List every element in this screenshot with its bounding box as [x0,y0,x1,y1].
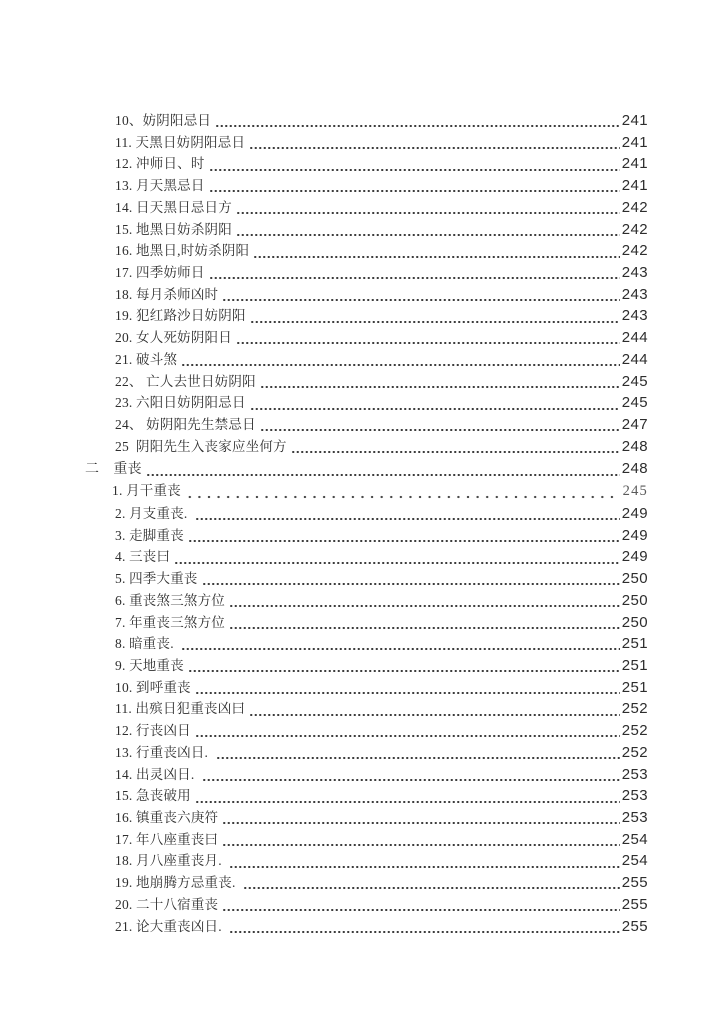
dot-leader [202,568,620,590]
dot-leader [202,764,620,786]
dot-leader [216,742,620,764]
dot-leader [250,392,620,414]
toc-entry[interactable] [85,219,648,241]
toc-entry-label: 19. 地崩腾方忌重丧. [115,875,240,891]
toc-entry-label: 5. 四季大重丧 [115,571,198,587]
dot-leader [195,503,620,525]
dot-leader [250,305,620,327]
toc-entry[interactable] [85,414,648,436]
dot-leader [209,262,620,284]
toc-entry-page: 252 [621,700,648,718]
toc-entry-label: 15. 急丧破用 [115,788,191,804]
toc-entry[interactable] [85,764,648,786]
toc-entry-page: 248 [621,459,648,477]
toc-list [85,110,648,937]
dot-leader [209,153,620,175]
toc-entry-label: 13. 月天黑忌日 [115,178,205,194]
toc-entry[interactable] [85,568,648,590]
toc-entry-label: 17. 四季妨师日 [115,265,205,281]
toc-entry-label: 25 阴阳先生入丧家应坐何方 [115,438,287,454]
toc-entry-page: 255 [621,895,648,913]
toc-entry[interactable] [85,197,648,219]
dot-leader [243,872,620,894]
toc-entry-page: 242 [621,220,648,238]
toc-entry[interactable] [85,829,648,851]
toc-entry-label: 15. 地黑日妨杀阴阳 [115,221,232,237]
dot-leader [195,785,620,807]
toc-entry-page: 249 [621,526,648,544]
toc-entry-page: 249 [621,548,648,566]
toc-entry-page: 250 [621,591,648,609]
dot-leader [181,349,620,371]
toc-entry-page: 243 [621,264,648,282]
toc-entry-page: 253 [621,787,648,805]
dot-leader [249,132,620,154]
toc-entry-label: 18. 月八座重丧月. [115,853,226,869]
toc-entry-label: 10、妨阴阳忌日 [115,113,212,128]
toc-entry[interactable] [85,720,648,742]
toc-entry-label: 14. 出灵凶日. [115,766,198,782]
dot-leader [260,371,620,393]
dot-leader [146,458,620,481]
dot-leader [195,677,620,699]
toc-entry-label: 16. 地黑日,时妨杀阴阳 [115,243,250,259]
toc-entry[interactable] [85,850,648,872]
toc-entry-page: 241 [621,177,648,195]
toc-entry[interactable] [85,132,648,154]
toc-entry-label: 12. 冲师日、时 [115,156,205,172]
toc-entry-label: 20. 女人死妨阴阳日 [115,330,232,346]
dot-leader [195,720,620,742]
toc-entry-label: 9. 天地重丧 [115,657,184,673]
toc-entry-page: 241 [621,112,648,129]
toc-entry-page: 254 [621,830,648,848]
toc-entry-label: 16. 镇重丧六庚符 [115,810,219,825]
toc-entry[interactable] [85,110,648,132]
dot-leader [229,590,620,612]
toc-entry-page: 241 [621,133,648,151]
toc-entry-label: 20. 二十八宿重丧 [115,896,219,912]
toc-entry-page: 255 [621,917,648,935]
toc-entry[interactable] [85,742,648,764]
toc-entry-page: 253 [621,765,648,783]
dot-leader [236,197,620,219]
dot-leader [236,327,620,349]
toc-entry[interactable] [85,525,648,547]
toc-entry-label: 12. 行丧凶日 [115,723,191,739]
toc-entry-label: 11. 出殡日犯重丧凶曰 [115,701,246,717]
toc-entry-page: 251 [621,656,648,674]
dot-leader [229,612,620,634]
toc-entry-label: 1. 月干重丧 [112,483,181,499]
toc-entry[interactable] [85,436,648,458]
toc-entry-page: 251 [621,635,648,653]
toc-entry-label: 10. 到呼重丧 [115,679,191,695]
toc-entry-page: 245 [621,372,648,390]
toc-entry[interactable] [85,633,648,655]
toc-entry-label: 18. 每月杀师凶时 [115,286,219,302]
toc-entry[interactable] [85,698,648,720]
toc-entry-label: 4. 三丧曰 [115,549,171,565]
toc-entry[interactable] [85,894,648,916]
toc-entry-label: 14. 日天黑日忌日方 [115,199,232,215]
toc-entry-label: 3. 走脚重丧 [115,527,184,543]
toc-entry-label: 2. 月支重丧. [115,505,192,521]
toc-entry-label: 13. 行重丧凶日. [115,744,212,760]
dot-leader [222,807,620,829]
toc-entry[interactable] [85,392,648,414]
toc-entry-label: 22、 亡人去世日妨阴阳 [115,373,256,389]
toc-entry-page: 255 [621,874,648,892]
dot-leader [215,110,620,132]
dot-leader [222,284,620,306]
toc-entry-label: 11. 天黑日妨阴阳忌日 [115,134,246,150]
toc-entry-page: 252 [621,743,648,761]
toc-entry[interactable] [85,807,648,829]
toc-entry-page: 244 [621,350,648,368]
toc-entry-page: 251 [621,678,648,696]
dot-leader [236,219,620,241]
toc-entry[interactable] [85,327,648,349]
toc-entry[interactable] [85,305,648,327]
dot-leader [253,240,620,262]
toc-entry-page: 252 [621,722,648,740]
toc-entry[interactable] [85,677,648,699]
dot-leader [185,480,619,503]
toc-entry-page: 249 [621,504,648,522]
toc-entry-label: 8. 暗重丧. [115,636,178,652]
toc-entry-label: 21. 论大重丧凶日. [115,918,226,934]
toc-entry-page: 245 [622,483,648,500]
toc-entry[interactable] [85,546,648,568]
toc-entry[interactable] [85,262,648,284]
toc-entry-label: 23. 六阳日妨阴阳忌日 [115,395,246,411]
dot-leader [229,916,619,938]
toc-entry-page: 247 [621,416,648,434]
toc-entry-page: 243 [621,307,648,325]
toc-entry-page: 245 [621,394,648,412]
toc-entry[interactable] [85,349,648,371]
toc-entry-page: 250 [621,613,648,631]
dot-leader [209,175,620,197]
toc-entry-label: 24、 妨阴阳先生禁忌日 [115,417,256,433]
toc-entry[interactable] [85,590,648,612]
dot-leader [291,436,620,458]
dot-leader [222,829,620,851]
dot-leader [188,655,620,677]
toc-entry[interactable] [85,240,648,262]
dot-leader [188,525,620,547]
toc-entry-page: 242 [621,198,648,216]
dot-leader [249,698,620,720]
toc-entry[interactable] [85,458,648,481]
toc-entry-label: 17. 年八座重丧曰 [115,831,219,847]
toc-entry[interactable] [85,284,648,306]
toc-entry-page: 244 [621,329,648,347]
toc-entry[interactable] [85,655,648,677]
dot-leader [181,633,619,655]
toc-entry[interactable] [85,175,648,197]
toc-entry-page: 242 [621,242,648,260]
dot-leader [174,546,620,568]
toc-entry-label: 21. 破斗煞 [115,351,178,367]
toc-entry-page: 254 [621,852,648,870]
dot-leader [229,850,619,872]
dot-leader [222,894,620,916]
toc-entry[interactable] [85,153,648,175]
toc-entry-label: 二 重丧 [85,461,142,477]
toc-entry[interactable] [85,480,648,503]
toc-entry-label: 19. 犯红路沙日妨阴阳 [115,308,246,324]
toc-entry[interactable] [85,503,648,525]
toc-entry-page: 241 [621,155,648,173]
toc-entry[interactable] [85,916,648,938]
toc-entry[interactable] [85,371,648,393]
toc-entry-page: 250 [621,570,648,588]
toc-entry[interactable] [85,872,648,894]
toc-entry-page: 248 [621,437,648,455]
toc-entry-label: 6. 重丧煞三煞方位 [115,592,225,608]
toc-entry[interactable] [85,612,648,634]
dot-leader [260,414,620,436]
toc-entry[interactable] [85,785,648,807]
toc-entry-page: 243 [621,285,648,303]
toc-entry-page: 253 [621,809,648,826]
toc-entry-label: 7. 年重丧三煞方位 [115,614,225,630]
